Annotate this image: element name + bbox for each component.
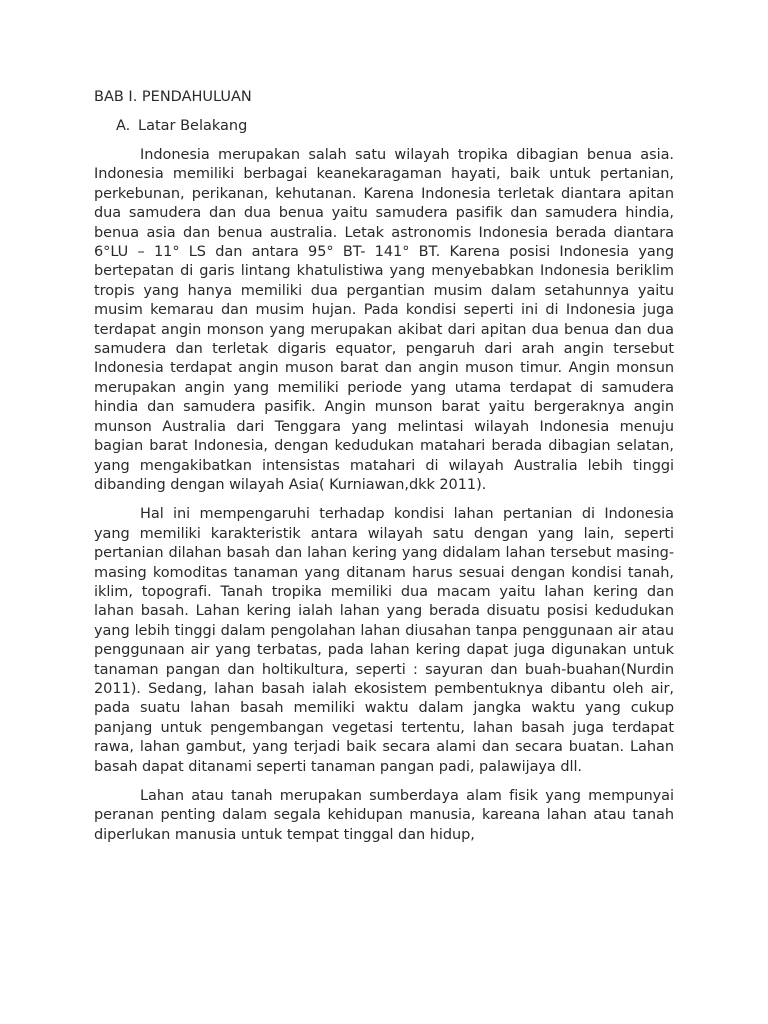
- chapter-title: BAB I. PENDAHULUAN: [94, 89, 252, 105]
- paragraph-3: Lahan atau tanah merupakan sumberdaya alam fisik yang mempunyai peranan penting dalam segala kehidupan manusia, kareana lahan atau tanah diperlukan manusia untuk tempat tinggal dan hidup,: [94, 788, 674, 843]
- section-marker: A.: [116, 118, 131, 134]
- paragraph-2: Hal ini mempengaruhi terhadap kondisi lahan pertanian di Indonesia yang memiliki karakteristik antara wilayah satu dengan yang lain, seperti pertanian dilahan basah dan lahan kering yang didalam lahan tersebut masing-masing komoditas tanaman yang ditanam harus sesuai dengan kondisi tanah, iklim, topografi. Tanah tropika memiliki dua macam yaitu lahan kering dan lahan basah. Lahan kering ialah lahan yang berada disuatu posisi kedudukan yang lebih tinggi dalam pengolahan lahan diusahan tanpa penggunaan air atau penggunaan air yang terbatas, pada lahan kering dapat juga digunakan untuk tanaman pangan dan holtikultura, seperti : sayuran dan buah-buahan(Nurdin 2011). Sedang, lahan basah ialah ekosistem pembentuknya dibantu oleh air, pada suatu lahan basah memiliki waktu dalam jangka waktu yang cukup panjang untuk pengembangan vegetasi tertentu, lahan basah juga terdapat rawa, lahan gambut, yang terjadi baik secara alami dan secara buatan. Lahan basah dapat ditanami seperti tanaman pangan padi, palawijaya dll.: [94, 506, 674, 775]
- document-page: [94, 88, 674, 845]
- paragraph-1: Indonesia merupakan salah satu wilayah tropika dibagian benua asia. Indonesia memiliki berbagai keanekaragaman hayati, baik untuk pertanian, perkebunan, perikanan, kehutanan. Karena Indonesia terletak diantara apitan dua samudera dan dua benua yaitu samudera pasifik dan samudera hindia, benua asia dan benua australia. Letak astronomis Indonesia berada diantara 6°LU – 11° LS dan antara 95° BT- 141° BT. Karena posisi Indonesia yang bertepatan di garis lintang khatulistiwa yang menyebabkan Indonesia beriklim tropis yang hanya memiliki dua pergantian musim dalam setahunnya yaitu musim kemarau dan musim hujan. Pada kondisi seperti ini di Indonesia juga terdapat angin monson yang merupakan akibat dari apitan dua benua dan dua samudera dan terletak digaris equator, pengaruh dari arah angin tersebut Indonesia terdapat angin muson barat dan angin muson timur. Angin monsun merupakan angin yang memiliki periode yang utama terdapat di samudera hindia dan samudera pasifik. Angin munson barat yaitu bergeraknya angin munson Australia dari Tenggara yang melintasi wilayah Indonesia menuju bagian barat Indonesia, dengan kedudukan matahari berada dibagian selatan, yang mengakibatkan intensistas matahari di wilayah Australia lebih tinggi dibanding dengan wilayah Asia( Kurniawan,dkk 2011).: [94, 147, 674, 493]
- section-title: Latar Belakang: [138, 118, 248, 134]
- section-heading: [116, 117, 674, 136]
